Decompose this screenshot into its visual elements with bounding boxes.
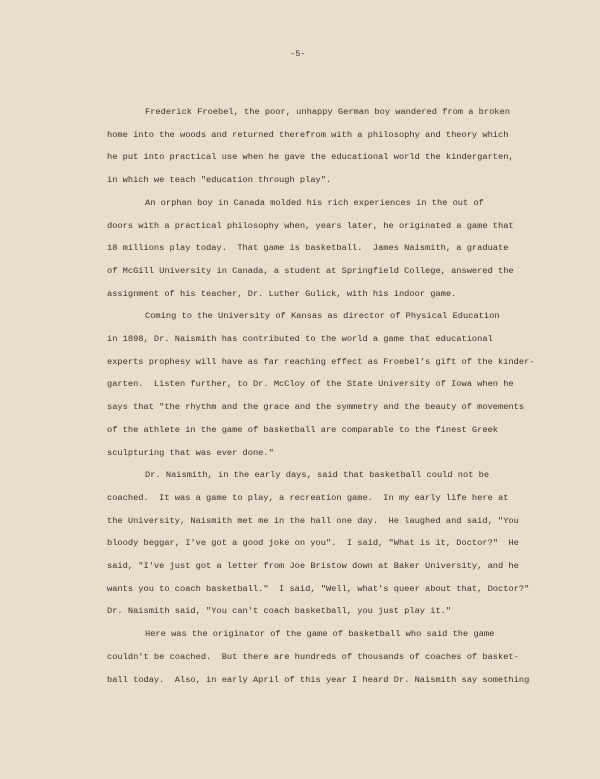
paragraph-line: doors with a practical philosophy when, years later, he originated a game that [107, 220, 514, 231]
paragraph-line: 18 millions play today. That game is basketball. James Naismith, a graduate [107, 243, 509, 254]
paragraph-first-line: Frederick Froebel, the poor, unhappy German boy wandered from a broken [145, 107, 510, 117]
page-number: -5- [290, 49, 306, 59]
paragraph-line: experts prophesy will have as far reaching effect as Froebel's gift of the kinder- [107, 356, 535, 367]
paragraph-line: said, "I've just got a letter from Joe Bristow down at Baker University, and he [107, 561, 519, 571]
paragraph-line: sculpturing that was ever done." [107, 447, 274, 458]
paragraph-line: wants you to coach basketball." I said, "Well, what's queer about that, Doctor?" [107, 583, 530, 594]
paragraph-first-line: Coming to the University of Kansas as director of Physical Education [145, 311, 500, 322]
paragraph-line: home into the woods and returned therefrom with a philosophy and theory which [107, 129, 509, 140]
paragraph-line: bloody beggar, I've got a good joke on you". I said, "What is it, Doctor?" He [107, 538, 519, 549]
paragraph-first-line: Here was the originator of the game of basketball who said the game [145, 629, 495, 640]
paragraph-line: coached. It was a game to play, a recreation game. In my early life here at [107, 492, 509, 503]
paragraph-line: says that "the rhythm and the grace and the symmetry and the beauty of movements [107, 402, 525, 413]
paragraph-first-line: An orphan boy in Canada molded his rich experiences in the out of [145, 197, 484, 208]
paragraph-line: couldn't be coached. But there are hundreds of thousands of coaches of basket- [107, 651, 519, 662]
paragraph-line: ball today. Also, in early April of this year I heard Dr. Naismith say something [107, 674, 530, 685]
paragraph-line: in which we teach "education through play". [107, 175, 332, 186]
paragraph-line: the University, Naismith met me in the hall one day. He laughed and said, "You [107, 515, 519, 526]
paragraph-line: assignment of his teacher, Dr. Luther Gulick, with his indoor game. [107, 288, 457, 299]
paragraph-line: Dr. Naismith said, "You can't coach basketball, you just play it." [107, 606, 452, 617]
paragraph-line: of the athlete in the game of basketball are comparable to the finest Greek [107, 424, 499, 435]
paragraph-first-line: Dr. Naismith, in the early days, said that basketball could not be [145, 470, 490, 481]
paragraph-line: in 1898, Dr. Naismith has contributed to the world a game that educational [107, 334, 493, 344]
paragraph-line: he put into practical use when he gave the educational world the kindergarten, [107, 152, 514, 163]
paragraph-line: of McGill University in Canada, a student at Springfield College, answered the [107, 265, 514, 276]
paragraph-line: garten. Listen further, to Dr. McCloy of the State University of Iowa when he [107, 379, 514, 390]
